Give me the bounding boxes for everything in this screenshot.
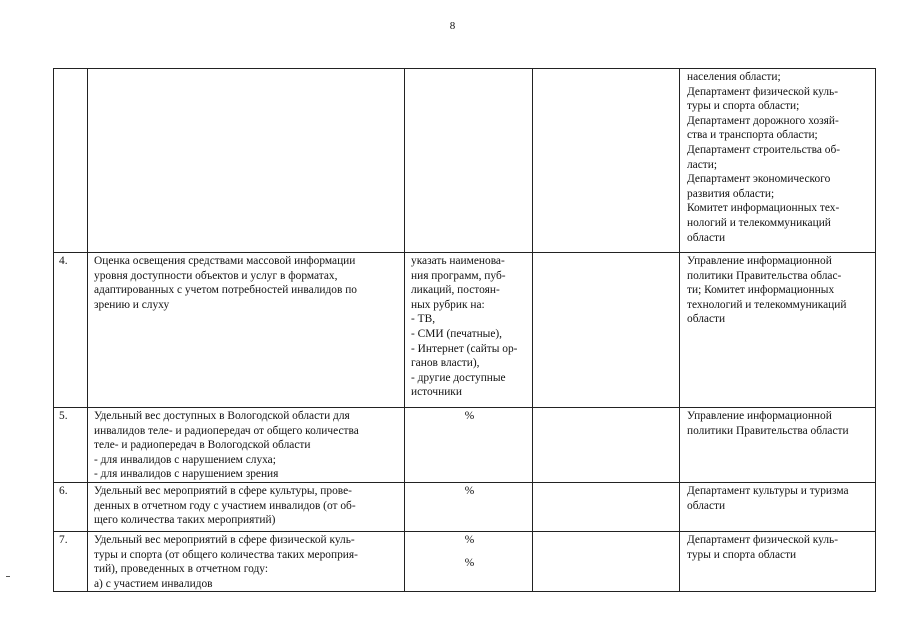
unit-line: - СМИ (печатные),: [411, 327, 503, 340]
indicator-line: Удельный вес доступных в Вологодской области для: [94, 410, 350, 422]
margin-mark: [6, 576, 10, 577]
responsible-line: Управление информационной: [687, 410, 832, 422]
indicator-line: туры и спорта (от общего количества таких мероприя-: [94, 548, 358, 561]
row-number-cell: [54, 69, 88, 253]
indicator-line: инвалидов теле- и радиопередач от общего количества: [94, 424, 359, 437]
unit-line: ликаций, постоян-: [411, 284, 500, 297]
responsible-line: области: [687, 231, 726, 244]
indicator-line: щего количества таких мероприятий): [94, 514, 276, 527]
indicator-cell: [88, 482, 405, 531]
responsible-line: населения области;: [687, 71, 781, 83]
indicator-line: - для инвалидов с нарушением слуха;: [94, 453, 276, 466]
row-number-cell: 7.: [54, 531, 88, 591]
unit-line: - Интернет (сайты ор-: [411, 342, 518, 355]
unit-cell: [405, 253, 533, 408]
responsible-line: Департамент физической куль-: [687, 533, 839, 546]
responsible-cell: [680, 482, 876, 531]
responsible-line: туры и спорта области: [687, 548, 797, 561]
table-row: [54, 482, 876, 531]
indicator-line: Оценка освещения средствами массовой информации: [94, 255, 356, 267]
indicator-cell: [88, 531, 405, 591]
indicator-line: Удельный вес мероприятий в сфере культуры, прове-: [94, 484, 352, 497]
indicator-line: а) с участием инвалидов: [94, 577, 213, 590]
responsible-line: области: [687, 499, 726, 512]
unit-line: %: [464, 533, 475, 546]
indicator-line: денных в отчетном году с участием инвалидов (от об-: [94, 499, 356, 512]
row-number-cell: 6.: [54, 482, 88, 531]
table-row: [54, 531, 876, 591]
table-row: [54, 408, 876, 483]
unit-line: - ТВ,: [411, 313, 436, 326]
table-row: [54, 253, 876, 408]
indicator-line: - для инвалидов с нарушением зрения: [94, 468, 279, 481]
indicator-cell: [88, 253, 405, 408]
unit-line: ганов власти),: [411, 357, 480, 370]
responsible-line: ласти;: [687, 158, 718, 171]
responsible-line: Комитет информационных тех-: [687, 202, 840, 215]
unit-line: источники: [411, 386, 462, 399]
responsible-cell: [680, 253, 876, 408]
responsible-line: развития области;: [687, 187, 775, 200]
indicator-cell: [88, 69, 405, 253]
unit-line: ных рубрик на:: [411, 298, 485, 311]
responsible-line: Департамент строительства об-: [687, 143, 841, 156]
responsible-line: ства и транспорта области;: [687, 129, 818, 142]
responsible-line: технологий и телекоммуникаций: [687, 298, 847, 311]
value-cell: [533, 531, 680, 591]
indicator-line: адаптированных с учетом потребностей инвалидов по: [94, 284, 358, 297]
responsible-cell: [680, 408, 876, 483]
unit-cell: [405, 408, 533, 483]
table-row: [54, 69, 876, 253]
responsible-cell: [680, 69, 876, 253]
responsible-line: области: [687, 313, 726, 326]
row-number-cell: 5.: [54, 408, 88, 483]
indicators-table: [53, 68, 876, 592]
responsible-line: политики Правительства облас-: [687, 269, 842, 282]
responsible-line: Управление информационной: [687, 255, 832, 267]
responsible-line: Департамент физической куль-: [687, 85, 839, 98]
responsible-line: Департамент экономического: [687, 173, 831, 186]
row-number-cell: 4.: [54, 253, 88, 408]
unit-line: %: [464, 556, 475, 569]
responsible-cell: [680, 531, 876, 591]
indicator-line: уровня доступности объектов и услуг в форматах,: [94, 269, 338, 282]
responsible-line: туры и спорта области;: [687, 100, 800, 113]
value-cell: [533, 482, 680, 531]
page-number: 8: [449, 20, 456, 32]
indicator-line: теле- и радиопередач в Вологодской области: [94, 439, 311, 452]
unit-cell: [405, 531, 533, 591]
value-cell: [533, 253, 680, 408]
responsible-line: ти; Комитет информационных: [687, 284, 835, 297]
value-cell: [533, 408, 680, 483]
unit-line: указать наименова-: [411, 255, 505, 267]
indicator-line: Удельный вес мероприятий в сфере физической куль-: [94, 533, 355, 546]
unit-cell: [405, 482, 533, 531]
unit-cell: [405, 69, 533, 253]
responsible-line: Департамент культуры и туризма: [687, 484, 849, 497]
responsible-line: Департамент дорожного хозяй-: [687, 114, 839, 127]
unit-line: - другие доступные: [411, 371, 506, 384]
unit-line: %: [464, 410, 475, 422]
responsible-line: нологий и телекоммуникаций: [687, 216, 831, 229]
value-cell: [533, 69, 680, 253]
indicator-line: тий), проведенных в отчетном году:: [94, 563, 269, 576]
unit-line: ния программ, пуб-: [411, 269, 506, 282]
indicator-cell: [88, 408, 405, 483]
unit-line: %: [464, 484, 475, 497]
responsible-line: политики Правительства области: [687, 424, 849, 437]
indicator-line: зрению и слуху: [94, 298, 170, 311]
